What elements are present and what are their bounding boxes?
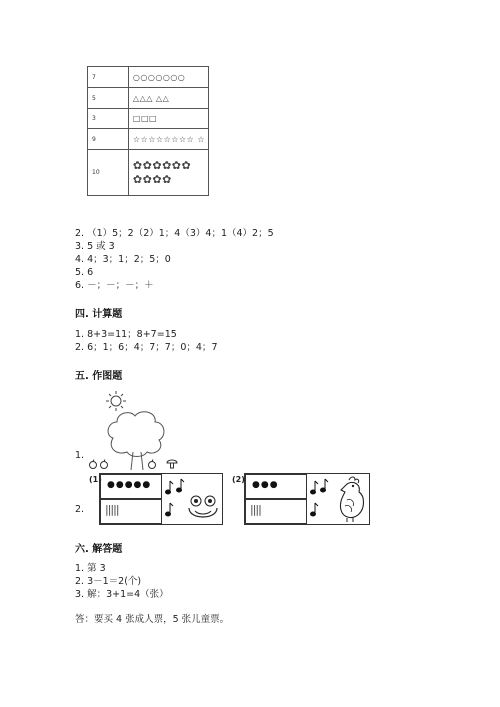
answer-line: 2. 3－1＝2(个): [75, 576, 142, 587]
answer-line: 1. 8+3=11；8+7=15: [75, 329, 177, 340]
answer-line: 4. 4；3；1；2；5；0: [75, 254, 171, 265]
apple-icon: [99, 459, 109, 469]
panel-2-label: (2): [232, 475, 245, 484]
count-cell: 7: [88, 67, 129, 88]
tree-icon: [103, 408, 171, 470]
table-row: [88, 109, 209, 129]
apple-icon: [147, 459, 157, 469]
item-1-label: 1.: [75, 450, 85, 461]
panel-1-dots: ●●●●●: [107, 480, 152, 490]
table-row: [88, 150, 209, 196]
triangles-cell: △△△ △△: [128, 88, 208, 109]
count-cell: 3: [88, 109, 129, 129]
answer-line: 6. －；－；－；＋: [75, 280, 154, 291]
section-heading: 五. 作图题: [75, 371, 123, 382]
count-cell: 5: [88, 88, 129, 109]
panel-2-dots-cell: [245, 474, 307, 500]
answer-line: 2. （1）5；2（2）1；4（3）4；1（4）2；5: [75, 228, 274, 239]
answer-final: 答：要买 4 张成人票，5 张儿童票。: [75, 614, 230, 625]
apple-icon: [88, 459, 98, 469]
flowers-cell: [128, 150, 208, 196]
flowers-line-1: ✿✿✿✿✿✿: [132, 158, 192, 172]
answer-line: 2. 6；1；6；4；7；7；0；4；7: [75, 342, 218, 353]
panel-1: [89, 473, 223, 525]
panel-2-tally: ||||: [250, 503, 261, 516]
shape-count-table: [87, 66, 209, 196]
panel-2-tally-cell: [245, 498, 307, 524]
panel-2-dots: ●●●: [252, 480, 279, 490]
panel-1-dots-cell: [100, 474, 162, 500]
panel-1-label: (1): [89, 475, 102, 484]
table-row: [88, 67, 209, 88]
count-cell: 10: [88, 150, 129, 196]
music-notes-icon: [309, 478, 329, 520]
table-row: [88, 88, 209, 109]
stars-cell: ☆☆☆☆☆☆☆☆ ☆: [128, 129, 208, 150]
flowers-line-2: ✿✿✿✿: [132, 172, 172, 186]
panel-1-tally-cell: [100, 498, 162, 524]
section-heading: 四. 计算题: [75, 309, 123, 320]
rooster-icon: [335, 476, 367, 522]
table-row: [88, 129, 209, 150]
mushroom-icon: [166, 458, 178, 469]
answer-line: 3. 解：3+1=4（张）: [75, 589, 169, 600]
section-heading: 六. 解答题: [75, 544, 123, 555]
count-cell: 9: [88, 129, 129, 150]
frog-icon: [186, 494, 220, 522]
circles-cell: ○○○○○○○: [128, 67, 208, 88]
answer-line: 3. 5 或 3: [75, 241, 115, 252]
music-notes-icon: [164, 478, 186, 520]
panel-2: [232, 473, 370, 525]
item-2-label: 2.: [75, 504, 85, 515]
answer-line: 1. 第 3: [75, 563, 106, 574]
answer-line: 5. 6: [75, 267, 94, 278]
panel-1-tally: |||||: [105, 503, 119, 516]
squares-cell: □□□: [128, 109, 208, 129]
drawing-answers: [75, 386, 375, 526]
